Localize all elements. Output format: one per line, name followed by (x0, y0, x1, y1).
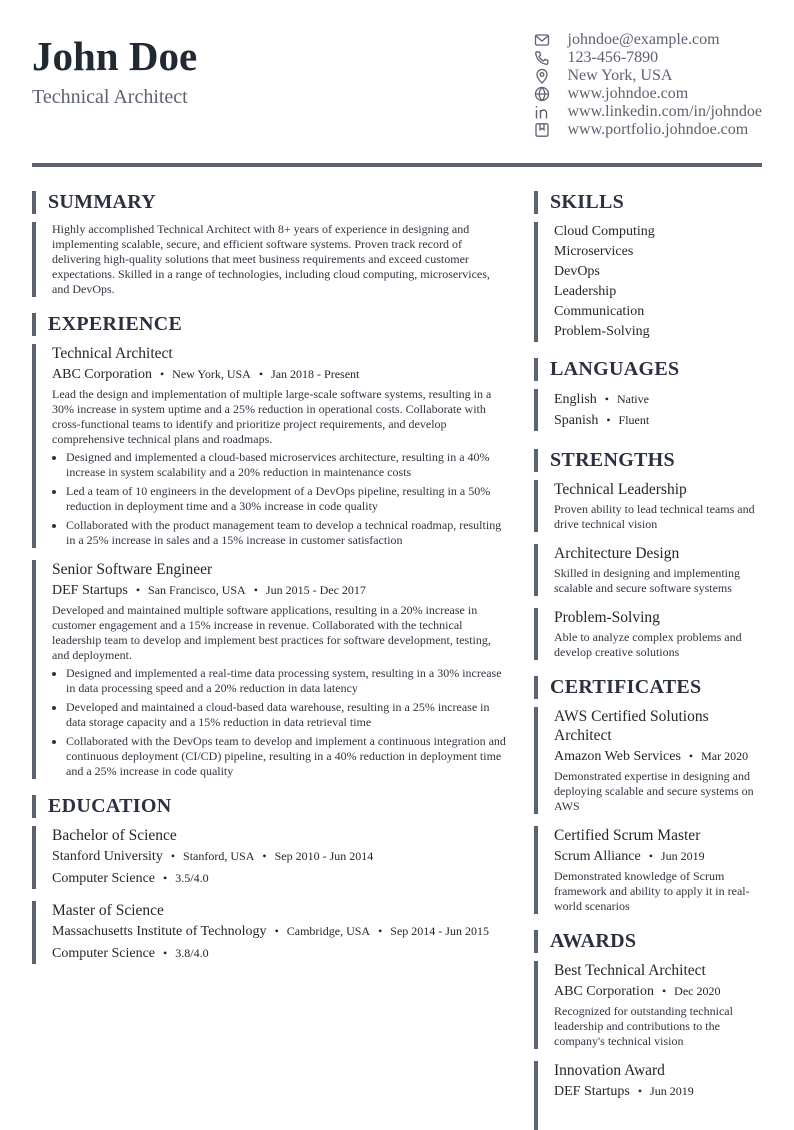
summary-heading: SUMMARY (32, 191, 508, 214)
strength-title: Architecture Design (554, 545, 680, 562)
strength-text: Able to analyze complex problems and develop creative solutions (554, 630, 742, 659)
field-meta (52, 943, 508, 964)
contact-text: johndoe@example.com (567, 31, 720, 48)
certificate-date: Mar 2020 (701, 749, 749, 763)
field-of-study: Computer Science (52, 946, 156, 961)
award-meta (554, 981, 762, 1002)
portfolio-icon (534, 122, 550, 138)
contact-linkedin[interactable] (534, 103, 763, 121)
certificates-heading: CERTIFICATES (534, 676, 762, 699)
bullet-item: • Collaborated with the DevOps team to develop and implement a continuous integration and continuous deployment (CI/CD) pipeline, resulting in a 40% reduction in deployment time and a 25% increase in code quality (66, 734, 508, 779)
phone-icon (534, 50, 550, 66)
school-meta (52, 921, 508, 942)
strengths-heading: STRENGTHS (534, 449, 762, 472)
certificate-issuer: Amazon Web Services (554, 749, 681, 764)
language-name: Spanish (554, 413, 599, 428)
strength-text: Skilled in designing and implementing scalable and secure software systems (554, 566, 740, 595)
separator-dot: • (253, 583, 258, 597)
award-entry (534, 961, 762, 1049)
job-dates: Jun 2015 - Dec 2017 (265, 583, 366, 597)
separator-dot: • (262, 849, 267, 863)
separator-dot: • (661, 984, 667, 998)
job-title: Technical Architect (52, 345, 173, 362)
job-location: San Francisco, USA (148, 583, 246, 597)
separator-dot: • (258, 367, 264, 381)
language-item (554, 389, 762, 410)
job-company: DEF Startups (52, 583, 128, 598)
field-of-study: Computer Science (52, 871, 156, 886)
summary-block (32, 222, 508, 297)
certificate-issuer: Scrum Alliance (554, 849, 641, 864)
school-meta (52, 846, 508, 867)
header-divider (32, 163, 762, 167)
separator-dot: • (163, 946, 168, 960)
award-title: Innovation Award (554, 1062, 665, 1079)
experience-entry (32, 560, 508, 779)
language-name: English (554, 392, 597, 407)
certificate-meta (554, 846, 762, 867)
gpa: 3.5/4.0 (175, 871, 209, 885)
language-item (554, 410, 762, 431)
job-bullets (52, 450, 508, 548)
languages-list (534, 389, 762, 431)
field-meta (52, 868, 508, 889)
skill-item: Communication (554, 304, 645, 319)
degree-title: Master of Science (52, 902, 164, 919)
right-column (534, 191, 762, 1130)
award-meta (554, 1081, 762, 1102)
contact-text: 123-456-7890 (567, 49, 659, 66)
person-name: John Doe (32, 33, 198, 79)
award-entry (534, 1061, 762, 1130)
person-title: Technical Architect (32, 86, 188, 108)
bullet-item: • Led a team of 10 engineers in the development of a DevOps pipeline, resulting in a 50% reduction in deployment time and a 30% increase in code quality (66, 484, 508, 514)
certificate-text: Demonstrated knowledge of Scrum framework and ability to apply it in real-world scenarios (554, 869, 750, 913)
education-heading: EDUCATION (32, 795, 508, 818)
separator-dot: • (135, 583, 141, 597)
skill-item: Cloud Computing (554, 224, 655, 239)
award-title: Best Technical Architect (554, 962, 706, 979)
separator-dot: • (274, 924, 279, 938)
job-meta (52, 580, 508, 601)
contact-portfolio[interactable] (534, 121, 763, 139)
school-dates: Sep 2010 - Jun 2014 (274, 849, 374, 863)
award-date: Dec 2020 (674, 984, 721, 998)
job-title: Senior Software Engineer (52, 561, 213, 578)
language-level: Native (616, 392, 649, 406)
separator-dot: • (378, 924, 383, 938)
award-text: Recognized for outstanding technical leadership and contributions to the company's technical vision (554, 1004, 733, 1048)
contact-text: New York, USA (567, 67, 673, 84)
separator-dot: • (170, 849, 176, 863)
separator-dot: • (606, 413, 611, 427)
certificate-entry (534, 826, 762, 914)
separator-dot: • (604, 392, 609, 406)
contact-text: www.portfolio.johndoe.com (567, 121, 749, 138)
job-location: New York, USA (172, 367, 251, 381)
bullet-item: • Collaborated with the product management team to develop a technical roadmap, resulting in a 25% increase in sales and a 15% increase in customer satisfaction (66, 518, 508, 548)
contact-list (534, 31, 763, 158)
awards-heading: AWARDS (534, 930, 762, 953)
resume-header (32, 30, 762, 158)
job-meta (52, 364, 508, 385)
skills-list (534, 222, 762, 342)
school-dates: Sep 2014 - Jun 2015 (390, 924, 489, 938)
award-issuer: DEF Startups (554, 1084, 630, 1099)
skills-heading: SKILLS (534, 191, 762, 214)
contact-text: www.linkedin.com/in/johndoe (567, 103, 762, 120)
certificate-meta (554, 746, 762, 767)
certificate-text: Demonstrated expertise in designing and deploying scalable and secure systems on AWS (554, 769, 754, 813)
bullet-item: • Developed and maintained a cloud-based data warehouse, resulting in a 25% increase in data storage capacity and a 15% reduction in data retrieval time (66, 700, 508, 730)
certificate-title: AWS Certified Solutions Architect (554, 708, 709, 744)
bullet-item: • Designed and implemented a real-time data processing system, resulting in a 30% increase in data processing speed and a 20% reduction in data latency (66, 666, 508, 696)
location-icon (534, 68, 550, 84)
gpa: 3.8/4.0 (175, 946, 209, 960)
strength-entry (534, 544, 762, 596)
experience-heading: EXPERIENCE (32, 313, 508, 336)
certificate-entry (534, 707, 762, 814)
language-level: Fluent (618, 413, 650, 427)
job-company: ABC Corporation (52, 367, 152, 382)
award-issuer: ABC Corporation (554, 984, 654, 999)
job-bullets (52, 666, 508, 779)
education-entry (32, 901, 508, 964)
left-column (32, 191, 508, 1130)
contact-website[interactable] (534, 85, 763, 103)
skill-item: Problem-Solving (554, 324, 650, 339)
bullet-item: • Designed and implemented a cloud-based microservices architecture, resulting in a 40% increase in system scalability and a 20% reduction in maintenance costs (66, 450, 508, 480)
separator-dot: • (163, 871, 168, 885)
job-description: Lead the design and implementation of multiple large-scale software systems, resulting in a 30% increase in system uptime and a 25% reduction in operational costs. Collaborate with cross-functional teams to identify and prioritize project requirements, and develop comprehensive technical plans and roadmaps. (52, 387, 492, 446)
award-date: Jun 2019 (650, 1084, 694, 1098)
school-name: Massachusetts Institute of Technology (52, 924, 267, 939)
skill-item: Microservices (554, 244, 634, 259)
strength-text: Proven ability to lead technical teams and drive technical vision (554, 502, 755, 531)
experience-entry (32, 344, 508, 548)
separator-dot: • (648, 849, 653, 863)
school-location: Cambridge, USA (286, 924, 371, 938)
certificate-date: Jun 2019 (660, 849, 705, 863)
strength-entry (534, 480, 762, 532)
separator-dot: • (637, 1084, 643, 1098)
summary-text: Highly accomplished Technical Architect with 8+ years of experience in designing and implementing scalable, secure, and efficient software systems. Proven track record of delivering high-quality solutions that meet business requirements and exceed customer expectations. Skilled in a range of technologies, including cloud computing, microservices, and DevOps. (52, 222, 490, 296)
certificate-title: Certified Scrum Master (554, 827, 701, 844)
contact-text: www.johndoe.com (567, 85, 689, 102)
languages-heading: LANGUAGES (534, 358, 762, 381)
mail-icon (534, 32, 550, 48)
strength-entry (534, 608, 762, 660)
contact-email[interactable] (534, 31, 763, 49)
skill-item: Leadership (554, 284, 617, 299)
job-description: Developed and maintained multiple software applications, resulting in a 20% increase in customer engagement and a 15% increase in revenue. Collaborated with the technical leadership team to develop and implement best practices for software development, testing, and deployment. (52, 603, 491, 662)
degree-title: Bachelor of Science (52, 827, 177, 844)
education-entry (32, 826, 508, 889)
separator-dot: • (159, 367, 165, 381)
contact-phone[interactable] (534, 49, 763, 67)
strength-title: Technical Leadership (554, 481, 687, 498)
globe-icon (534, 86, 550, 102)
separator-dot: • (688, 749, 694, 763)
school-name: Stanford University (52, 849, 163, 864)
linkedin-icon (534, 104, 550, 120)
strength-title: Problem-Solving (554, 609, 660, 626)
job-dates: Jan 2018 - Present (271, 367, 360, 381)
school-location: Stanford, USA (183, 849, 255, 863)
contact-location (534, 67, 763, 85)
skill-item: DevOps (554, 264, 600, 279)
